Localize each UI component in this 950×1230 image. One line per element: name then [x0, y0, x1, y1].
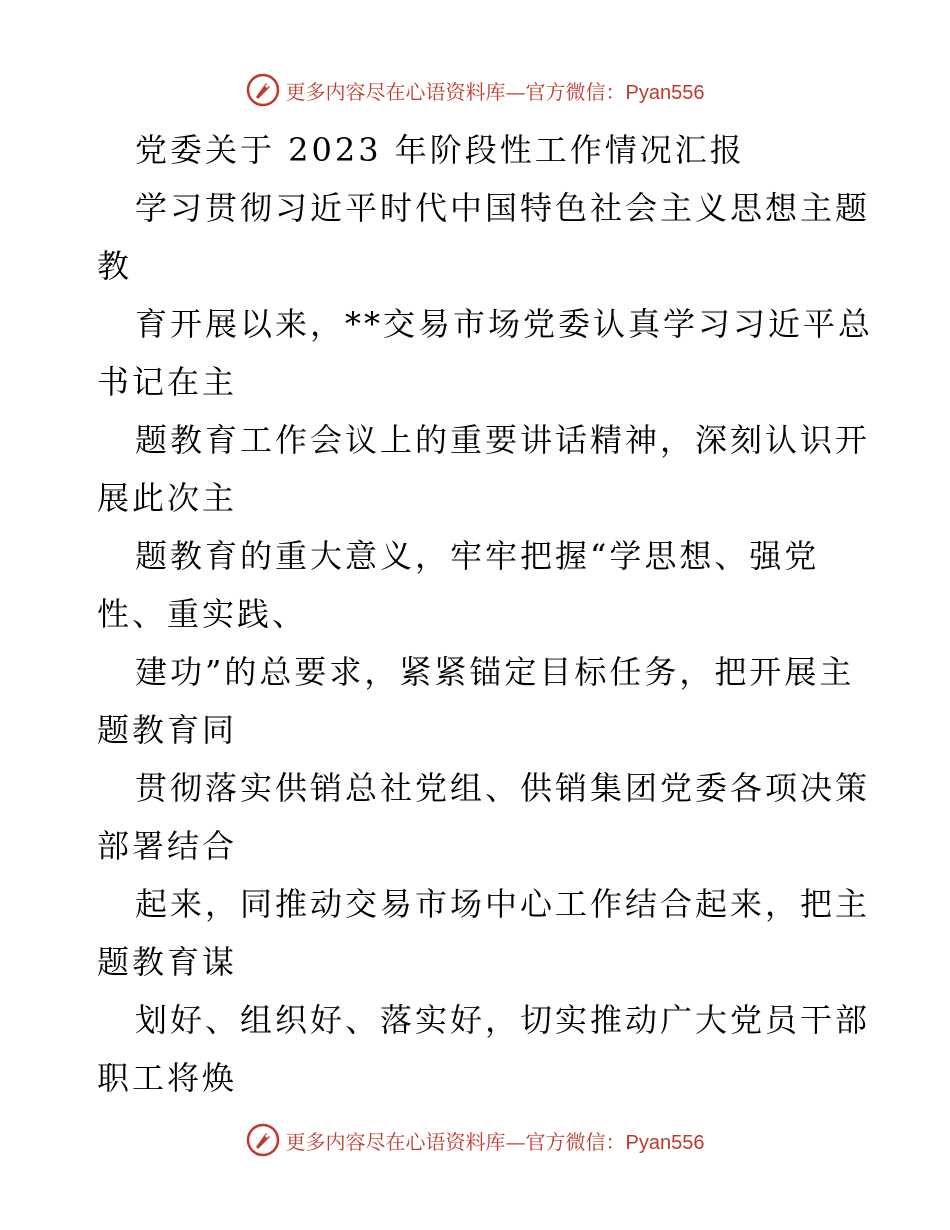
footer-watermark — [0, 1120, 950, 1160]
text-line: 展此次主 — [97, 479, 238, 517]
watermark-contact: Pyan556 — [625, 81, 705, 104]
text-line: 贯彻落实供销总社党组、供销集团党委各项决策 — [135, 769, 871, 807]
text-line: 书记在主 — [97, 363, 238, 401]
text-line: 教 — [97, 247, 133, 285]
text-line: 性、重实践、 — [97, 595, 308, 633]
text-line: 职工将焕 — [97, 1059, 238, 1097]
watermark-contact: Pyan556 — [625, 1131, 705, 1154]
watermark-label: 更多内容尽在心语资料库—官方微信： — [285, 79, 626, 104]
pen-nib-logo-icon — [246, 73, 280, 107]
document-title: 党委关于 2023 年阶段性工作情况汇报 — [135, 131, 745, 169]
text-line: 学习贯彻习近平时代中国特色社会主义思想主题 — [135, 189, 871, 227]
text-line: 部署结合 — [97, 827, 238, 865]
pen-nib-logo-icon — [246, 1123, 280, 1157]
text-line: 建功”的总要求，紧紧锚定目标任务，把开展主 — [135, 653, 855, 691]
watermark-text — [286, 76, 705, 105]
watermark-label: 更多内容尽在心语资料库—官方微信： — [285, 1129, 626, 1154]
text-line: 题教育同 — [97, 711, 238, 749]
text-line: 划好、组织好、落实好，切实推动广大党员干部 — [135, 1001, 871, 1039]
header-watermark — [0, 70, 950, 110]
text-line: 起来，同推动交易市场中心工作结合起来，把主 — [135, 885, 871, 923]
text-line: 题教育工作会议上的重要讲话精神，深刻认识开 — [135, 421, 871, 459]
text-line: 育开展以来，**交易市场党委认真学习习近平总 — [135, 305, 874, 343]
text-line: 题教育谋 — [97, 943, 238, 981]
watermark-text — [286, 1126, 705, 1155]
text-line: 题教育的重大意义，牢牢把握“学思想、强党 — [135, 537, 820, 575]
